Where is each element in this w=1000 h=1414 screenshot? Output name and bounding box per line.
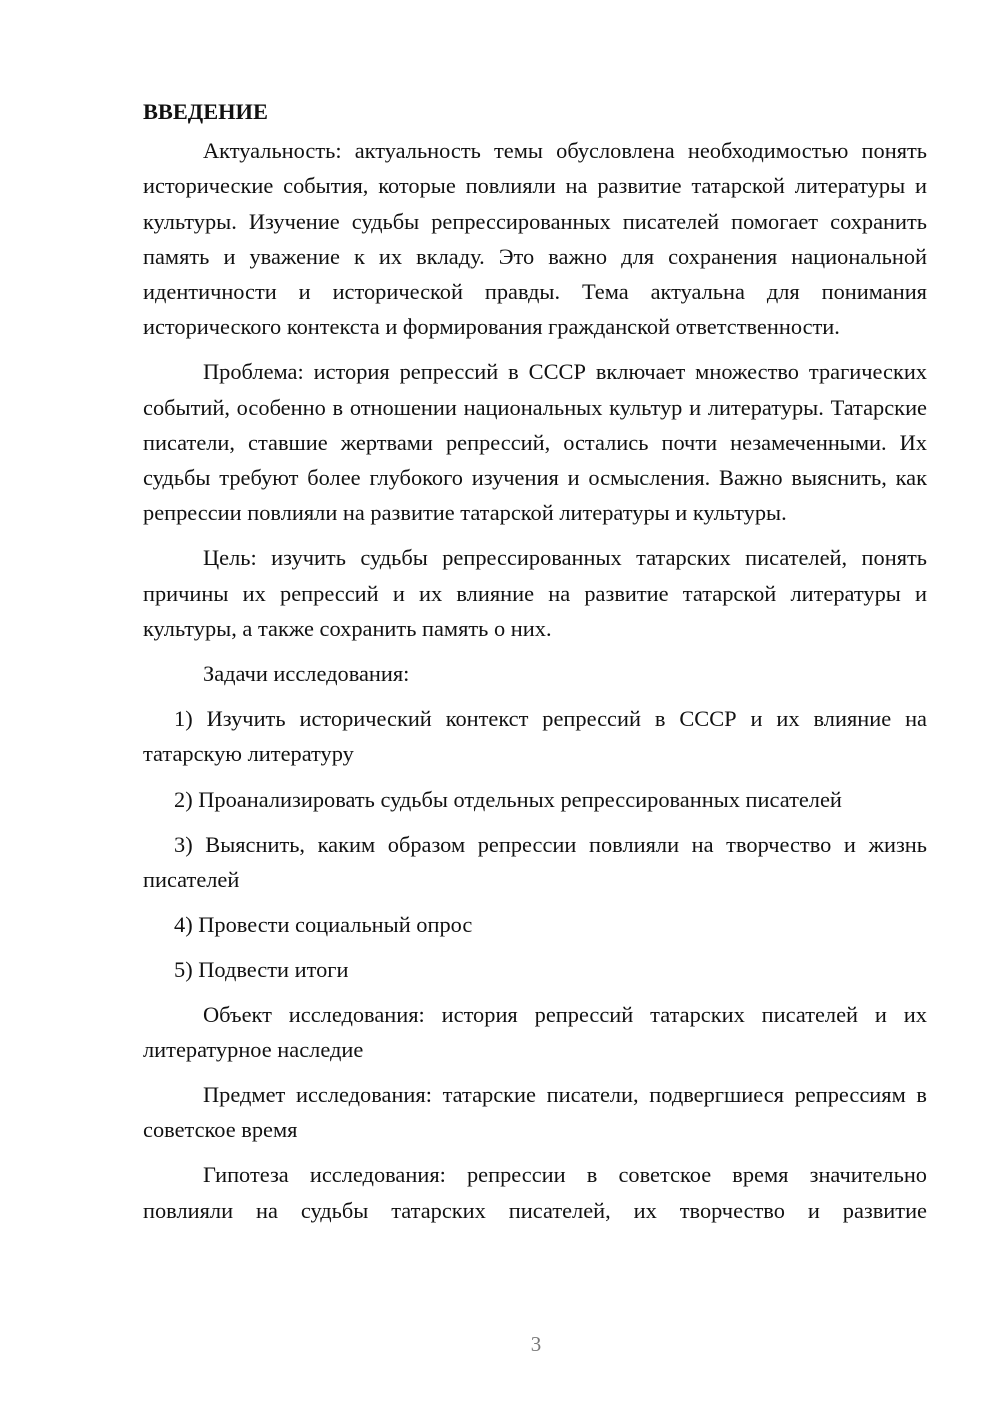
page-content xyxy=(143,94,927,1228)
subject-paragraph: Предмет исследования: татарские писатели, подвергшиеся репрессиям в советское время xyxy=(143,1082,927,1143)
task-item-1: 1) Изучить исторический контекст репрессий в СССР и их влияние на татарскую литературу xyxy=(143,706,927,767)
problem-paragraph: Проблема: история репрессий в СССР включает множество трагических событий, особенно в отношении национальных культур и литературы. Татарские писатели, ставшие жертвами репрессий, остались почти незамеченными. Их судьбы требуют более глубокого изучения и осмысления. Важно выяснить, как репрессии повлияли на развитие татарской литературы и культуры. xyxy=(143,359,927,526)
object-paragraph: Объект исследования: история репрессий татарских писателей и их литературное наследие xyxy=(143,1001,927,1062)
page-number: 3 xyxy=(530,1332,542,1356)
task-item-2: 2) Проанализировать судьбы отдельных репрессированных писателей xyxy=(174,786,842,812)
goal-paragraph: Цель: изучить судьбы репрессированных татарских писателей, понять причины их репрессий и их влияние на развитие татарской литературы и культуры, а также сохранить память о них. xyxy=(143,545,927,641)
tasks-heading: Задачи исследования: xyxy=(203,661,410,687)
relevance-paragraph: Актуальность: актуальность темы обусловлена необходимостью понять исторические события, которые повлияли на развитие татарской литературы и культуры. Изучение судьбы репрессированных писателей помогает сохранить память и уважение к их вкладу. Это важно для сохранения национальной идентичности и исторической правды. Тема актуальна для понимания исторического контекста и формирования гражданской ответственности. xyxy=(143,138,927,340)
task-item-3: 3) Выяснить, каким образом репрессии повлияли на творчество и жизнь писателей xyxy=(143,831,927,893)
task-item-5: 5) Подвести итоги xyxy=(174,957,349,983)
section-title: ВВЕДЕНИЕ xyxy=(143,99,268,124)
hypothesis-paragraph: Гипотеза исследования: репрессии в советское время значительно повлияли на судьбы татарских писателей, их творчество и развитие xyxy=(143,1162,927,1223)
task-item-4: 4) Провести социальный опрос xyxy=(174,912,473,938)
